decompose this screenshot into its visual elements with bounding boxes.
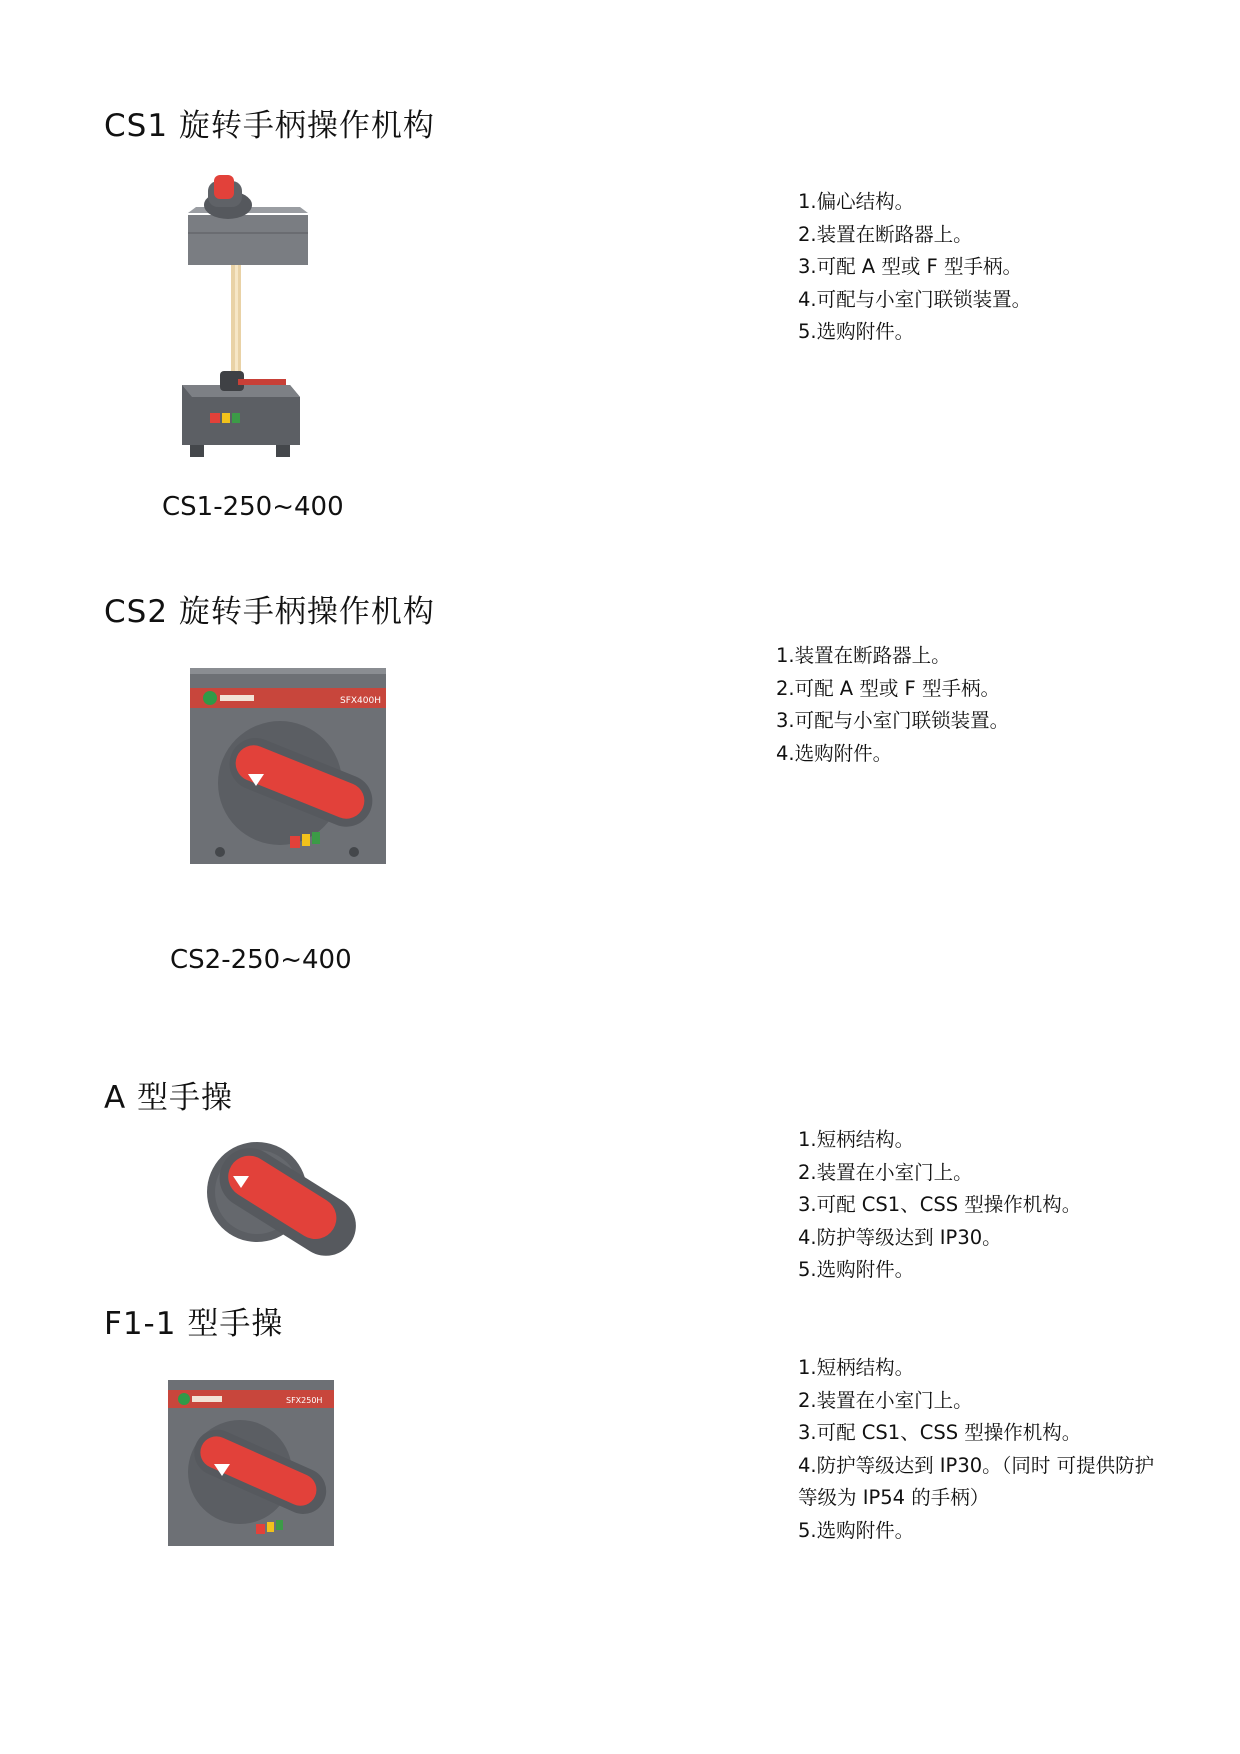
cs2-product-label: SFX400H xyxy=(340,696,382,706)
feature-text: 5.选购附件。 xyxy=(798,1258,915,1281)
feature-text: 1.偏心结构。 xyxy=(798,190,915,213)
feature-text: 4.选购附件。 xyxy=(776,741,893,765)
feature-text: 1.短柄结构。 xyxy=(798,1128,915,1151)
feature-text: 2.装置在小室门上。 xyxy=(798,1388,973,1412)
cs1-caption: CS1-250~400 xyxy=(162,492,344,522)
feature-text: 2.装置在断路器上。 xyxy=(798,222,973,246)
feature-item xyxy=(798,1450,1158,1515)
feature-item xyxy=(776,640,1009,673)
feature-text: 3.可配与小室门联锁装置。 xyxy=(776,709,1010,732)
feature-item xyxy=(798,1385,1158,1418)
feature-item xyxy=(776,705,1009,738)
feature-text: 2.可配 A 型或 F 型手柄。 xyxy=(776,676,1000,700)
feature-item xyxy=(798,1417,1158,1450)
section-heading-f1-1-type: F1-1 型手操 xyxy=(104,1306,284,1342)
section-heading-cs1: CS1 旋转手柄操作机构 xyxy=(104,108,435,144)
section-heading-cs2: CS2 旋转手柄操作机构 xyxy=(104,594,435,630)
cs2-caption: CS2-250~400 xyxy=(170,945,352,975)
cs2-feature-list xyxy=(776,640,1009,770)
f1-1-product-label: SFX250H xyxy=(286,1396,323,1405)
feature-text: 1.装置在断路器上。 xyxy=(776,644,951,667)
feature-text: 3.可配 CS1、CSS 型操作机构。 xyxy=(798,1193,1082,1216)
feature-text: 1.短柄结构。 xyxy=(798,1356,915,1379)
feature-item xyxy=(798,1157,1081,1190)
feature-text: 2.装置在小室门上。 xyxy=(798,1160,973,1184)
cs2-product-image xyxy=(190,668,390,868)
feature-item xyxy=(798,1124,1081,1157)
cs1-feature-list xyxy=(798,186,1031,349)
feature-item xyxy=(798,219,1031,252)
cs1-product-image xyxy=(180,175,320,465)
feature-text: 4.可配与小室门联锁装置。 xyxy=(798,287,1032,311)
f1-1-type-product-image xyxy=(168,1380,338,1550)
feature-text: 3.可配 A 型或 F 型手柄。 xyxy=(798,255,1022,278)
a-type-feature-list xyxy=(798,1124,1081,1287)
feature-text: 4.防护等级达到 IP30。（同时 可提供防护等级为 IP54 的手柄） xyxy=(798,1453,1155,1509)
feature-item xyxy=(798,1352,1158,1385)
feature-item xyxy=(798,1515,1158,1548)
a-type-product-image xyxy=(205,1134,365,1264)
feature-item xyxy=(798,316,1031,349)
feature-item xyxy=(776,738,1009,771)
feature-text: 5.选购附件。 xyxy=(798,320,915,343)
feature-text: 5.选购附件。 xyxy=(798,1518,915,1542)
feature-item xyxy=(798,1222,1081,1255)
feature-item xyxy=(798,284,1031,317)
f1-1-type-feature-list xyxy=(798,1352,1158,1547)
feature-item xyxy=(776,673,1009,706)
section-heading-a-type: A 型手操 xyxy=(104,1080,234,1116)
feature-text: 4.防护等级达到 IP30。 xyxy=(798,1225,1002,1249)
feature-item xyxy=(798,186,1031,219)
feature-item xyxy=(798,1189,1081,1222)
feature-item xyxy=(798,251,1031,284)
feature-item xyxy=(798,1254,1081,1287)
feature-text: 3.可配 CS1、CSS 型操作机构。 xyxy=(798,1421,1082,1444)
